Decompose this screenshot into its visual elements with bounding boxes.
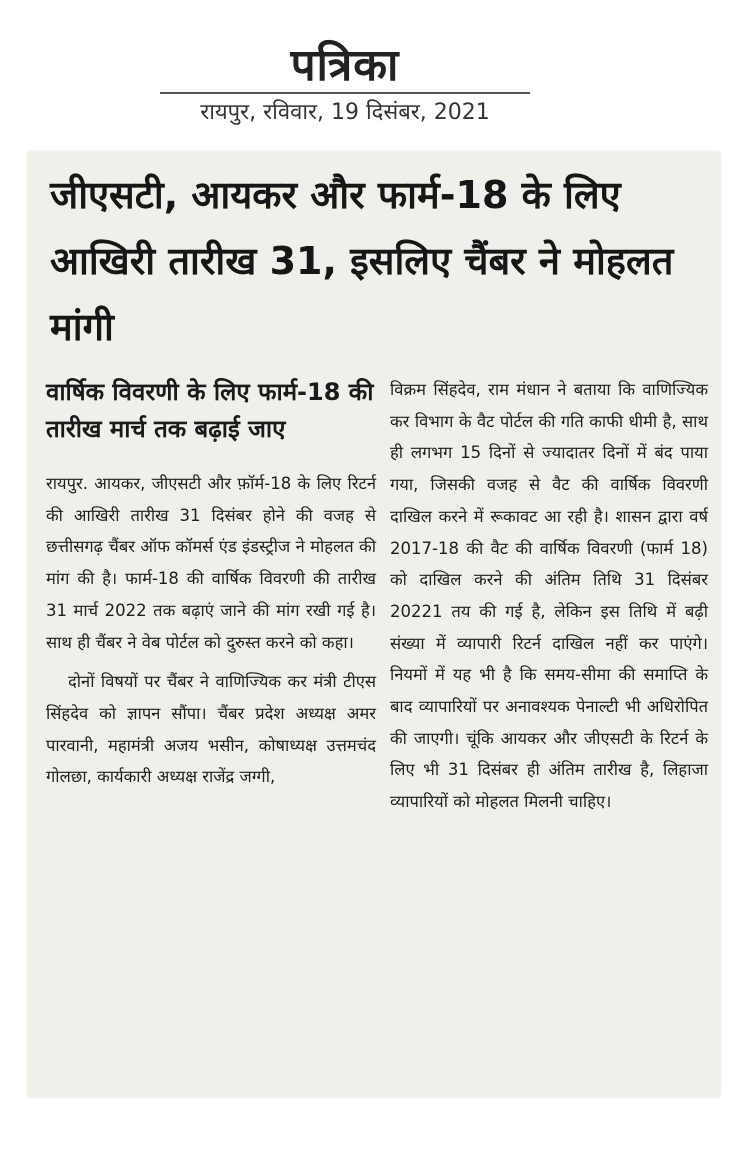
masthead [150,40,540,140]
article-paragraph-2: दोनों विषयों पर चैंबर ने वाणिज्यिक कर मंत्री टीएस सिंहदेव को ज्ञापन सौंपा। चैंबर प्रदेश अध्यक्ष अमर पारवानी, महामंत्री अजय भसीन, कोषाध्यक्ष उत्तमचंद गोलछा, कार्यकारी अध्यक्ष राजेंद्र जग्गी, [46,672,376,787]
dateline: रायपुर, रविवार, 19 दिसंबर, 2021 [200,100,490,125]
article-column-right [390,374,708,818]
article-paragraph-1: रायपुर. आयकर, जीएसटी और फ़ॉर्म-18 के लिए रिटर्न की आखिरी तारीख 31 दिसंबर होने की वजह से छत्तीसगढ़ चैंबर ऑफ कॉमर्स एंड इंडस्ट्रीज ने मोहलत की मांग की है। फार्म-18 की वार्षिक विवरणी की तारीख 31 मार्च 2022 तक बढ़ाएं जाने की मांग रखी गई है। साथ ही चैंबर ने वेब पोर्टल को दुरुस्त करने को कहा। [46,474,376,652]
news-clipping [28,152,720,1097]
article-headline: जीएसटी, आयकर और फार्म-18 के लिए आखिरी तारीख 31, इसलिए चैंबर ने मोहलत मांगी [50,173,674,349]
article-subheadline: वार्षिक विवरणी के लिए फार्म-18 की तारीख मार्च तक बढ़ाई जाए [46,378,374,443]
article-column-left [46,374,376,793]
masthead-rule [160,92,530,94]
newspaper-logo: पत्रिका [290,40,400,91]
article-paragraph-3: विक्रम सिंहदेव, राम मंधान ने बताया कि वाणिज्यिक कर विभाग के वैट पोर्टल की गति काफी धीमी है, साथ ही लगभग 15 दिनों से ज्यादातर दिनों में बंद पाया गया, जिसकी वजह से वैट की वार्षिक विवरणी दाखिल करने में रूकावट आ रही है। शासन द्वारा वर्ष 2017-18 की वैट की वार्षिक विवरणी (फार्म 18) को दाखिल करने की अंतिम तिथि 31 दिसंबर 20221 तय की गई है, लेकिन इस तिथि में बढ़ी संख्या में व्यापारी रिटर्न दाखिल नहीं कर पाएंगे। नियमों में यह भी है कि समय-सीमा की समाप्ति के बाद व्यापारियों पर अनावश्यक पेनाल्टी भी अधिरोपित की जाएगी। चूंकि आयकर और जीएसटी के रिटर्न के लिए भी 31 दिसंबर ही अंतिम तारीख है, लिहाजा व्यापारियों को मोहलत मिलनी चाहिए। [390,380,708,812]
